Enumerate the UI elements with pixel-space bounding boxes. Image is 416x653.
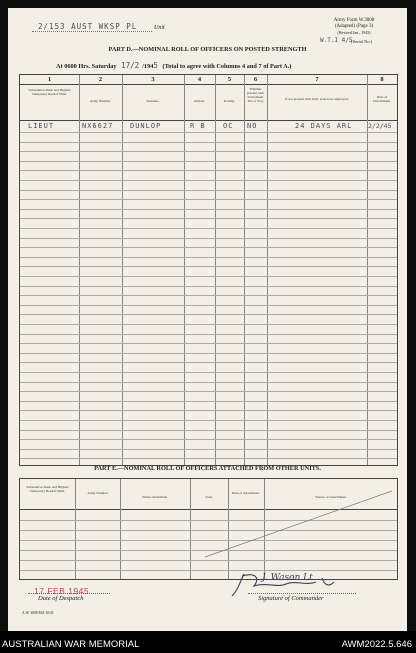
part-d-table (19, 74, 398, 466)
despatch-underline (28, 593, 110, 594)
ruled-line (20, 170, 397, 171)
col-rule-7 (367, 75, 368, 465)
ruled-line (20, 218, 397, 219)
col-rule-6 (267, 75, 268, 465)
col-header-initials: Initials. (194, 99, 205, 103)
ruled-line (20, 372, 397, 373)
part-e-table (19, 478, 398, 580)
despatch-label: Date of Despatch (38, 595, 84, 602)
year-hand: 5 (153, 61, 158, 70)
col-header-surname: Surname. (146, 99, 160, 103)
unit-underline (32, 31, 152, 32)
ruled-line (20, 391, 397, 392)
entry-posting: OC (223, 122, 234, 130)
e-header-nature: Nature of Attachment. (315, 495, 347, 499)
print-reference: A.W. 3008 M.8 10/43 (22, 611, 54, 615)
unit-value: 2/153 AUST WKSP PL (38, 22, 138, 31)
serial-label: (Serial No.) (351, 39, 373, 44)
ruled-line (20, 410, 397, 411)
col-number-1: 1 (47, 76, 52, 83)
e-header-attachment-date: Date of Attachment. (231, 491, 261, 495)
ruled-line (20, 199, 397, 200)
ruled-line (20, 401, 397, 402)
form-ref-line2: (Adapted) (Page 3) (334, 24, 374, 29)
strike-through-line (20, 479, 397, 579)
ruled-line (20, 449, 397, 450)
ruled-line (20, 257, 397, 258)
col-header-present: Whether present with Unit (insert Yes or No). (246, 87, 265, 103)
date-year: /194 (142, 63, 154, 70)
signature-label: Signature of Commander (258, 595, 324, 602)
ruled-line (20, 439, 397, 440)
ruled-line (20, 353, 397, 354)
col-number-8: 8 (380, 76, 384, 83)
ruled-line (20, 324, 397, 325)
entry-detachment-date: 2/2/45 (368, 122, 392, 130)
despatch-stamp-date: 17 FEB 1945 (34, 586, 90, 596)
part-e-title: PART E.—NOMINAL ROLL OF OFFICERS ATTACHED FROM OTHER UNITS. (94, 465, 321, 472)
col-header-army-number: Army Number. (89, 99, 112, 103)
col-header-posting: Posting. (223, 99, 236, 103)
col-number-5: 5 (227, 76, 232, 83)
entry-rank: LIEUT (28, 122, 55, 130)
ruled-line (20, 276, 397, 277)
ruled-line (20, 286, 397, 287)
date-prefix: At 0600 Hrs. Saturday (56, 63, 117, 70)
col-header-rank: Substantive Rank and Highest Temporary Rank if Held. (28, 88, 71, 96)
date-hand: 17/2 (121, 61, 140, 70)
part-d-title: PART D.—NOMINAL ROLL OF OFFICERS ON POSTED STRENGTH (108, 46, 307, 53)
footer-accession-number: AWM2022.5.646 (341, 639, 412, 650)
ruled-line (20, 305, 397, 306)
col-number-4: 4 (197, 76, 202, 83)
col-rule-1 (79, 75, 80, 465)
ruled-line (20, 458, 397, 459)
e-header-rank: Substantive Rank and Highest Temporary Rank if Held. (26, 485, 69, 493)
col-header-employed: If not present with Unit, state how employed. (285, 97, 349, 101)
entry-army-number: NX6627 (82, 122, 114, 130)
despatch-stamp (34, 581, 104, 596)
ruled-line (20, 247, 397, 248)
e-header-unit: Unit. (205, 495, 213, 499)
col-number-3: 3 (151, 76, 155, 83)
ruled-line (20, 382, 397, 383)
ruled-line (20, 295, 397, 296)
ruled-line (20, 314, 397, 315)
date-suffix: (Total to agree with Columns 4 and 7 of Part A.) (162, 63, 292, 70)
ruled-line (20, 228, 397, 229)
col-rule-5 (244, 75, 245, 465)
header-row-rule (20, 120, 397, 121)
ruled-line (20, 151, 397, 152)
footer-strip (0, 631, 416, 653)
ruled-line (20, 430, 397, 431)
ruled-line (20, 343, 397, 344)
ruled-line (20, 142, 397, 143)
col-number-7: 7 (315, 76, 319, 83)
footer-institution: AUSTRALIAN WAR MEMORIAL (2, 639, 140, 650)
ruled-line (20, 334, 397, 335)
col-rule-4 (215, 75, 216, 465)
number-row-rule (20, 84, 397, 85)
ruled-line (20, 180, 397, 181)
entry-surname: DUNLOP (130, 122, 162, 130)
form-reference (318, 18, 390, 36)
signature-text: J. Wason Lt (262, 573, 313, 583)
ruled-line (20, 238, 397, 239)
unit-label: Unit (154, 25, 165, 31)
ruled-line (20, 132, 397, 133)
col-rule-2 (122, 75, 123, 465)
ruled-line (20, 209, 397, 210)
ruled-line (20, 161, 397, 162)
entry-present: NO (247, 122, 258, 130)
form-ref-line3: (Revised Jan., 1943) (337, 30, 371, 35)
e-header-army-number: Army Number. (87, 491, 109, 495)
entry-initials: R B (190, 122, 206, 130)
form-page (8, 8, 407, 631)
ruled-line (20, 420, 397, 421)
signature-underline (248, 593, 356, 594)
ruled-line (20, 266, 397, 267)
part-d-date-line (56, 61, 291, 70)
col-rule-3 (184, 75, 185, 465)
ruled-line (20, 362, 397, 363)
col-number-2: 2 (98, 76, 103, 83)
ruled-line (20, 190, 397, 191)
col-number-6: 6 (253, 76, 258, 83)
entry-employment: 24 DAYS ARL (295, 122, 353, 130)
serial-value: W.T.I 4/5 (320, 37, 353, 44)
e-header-name: Name and Initials. (142, 495, 168, 499)
col-header-detachment-date: Date of Detachment. (373, 95, 391, 103)
form-ref-line1: Army Form W.3008 (333, 18, 375, 23)
